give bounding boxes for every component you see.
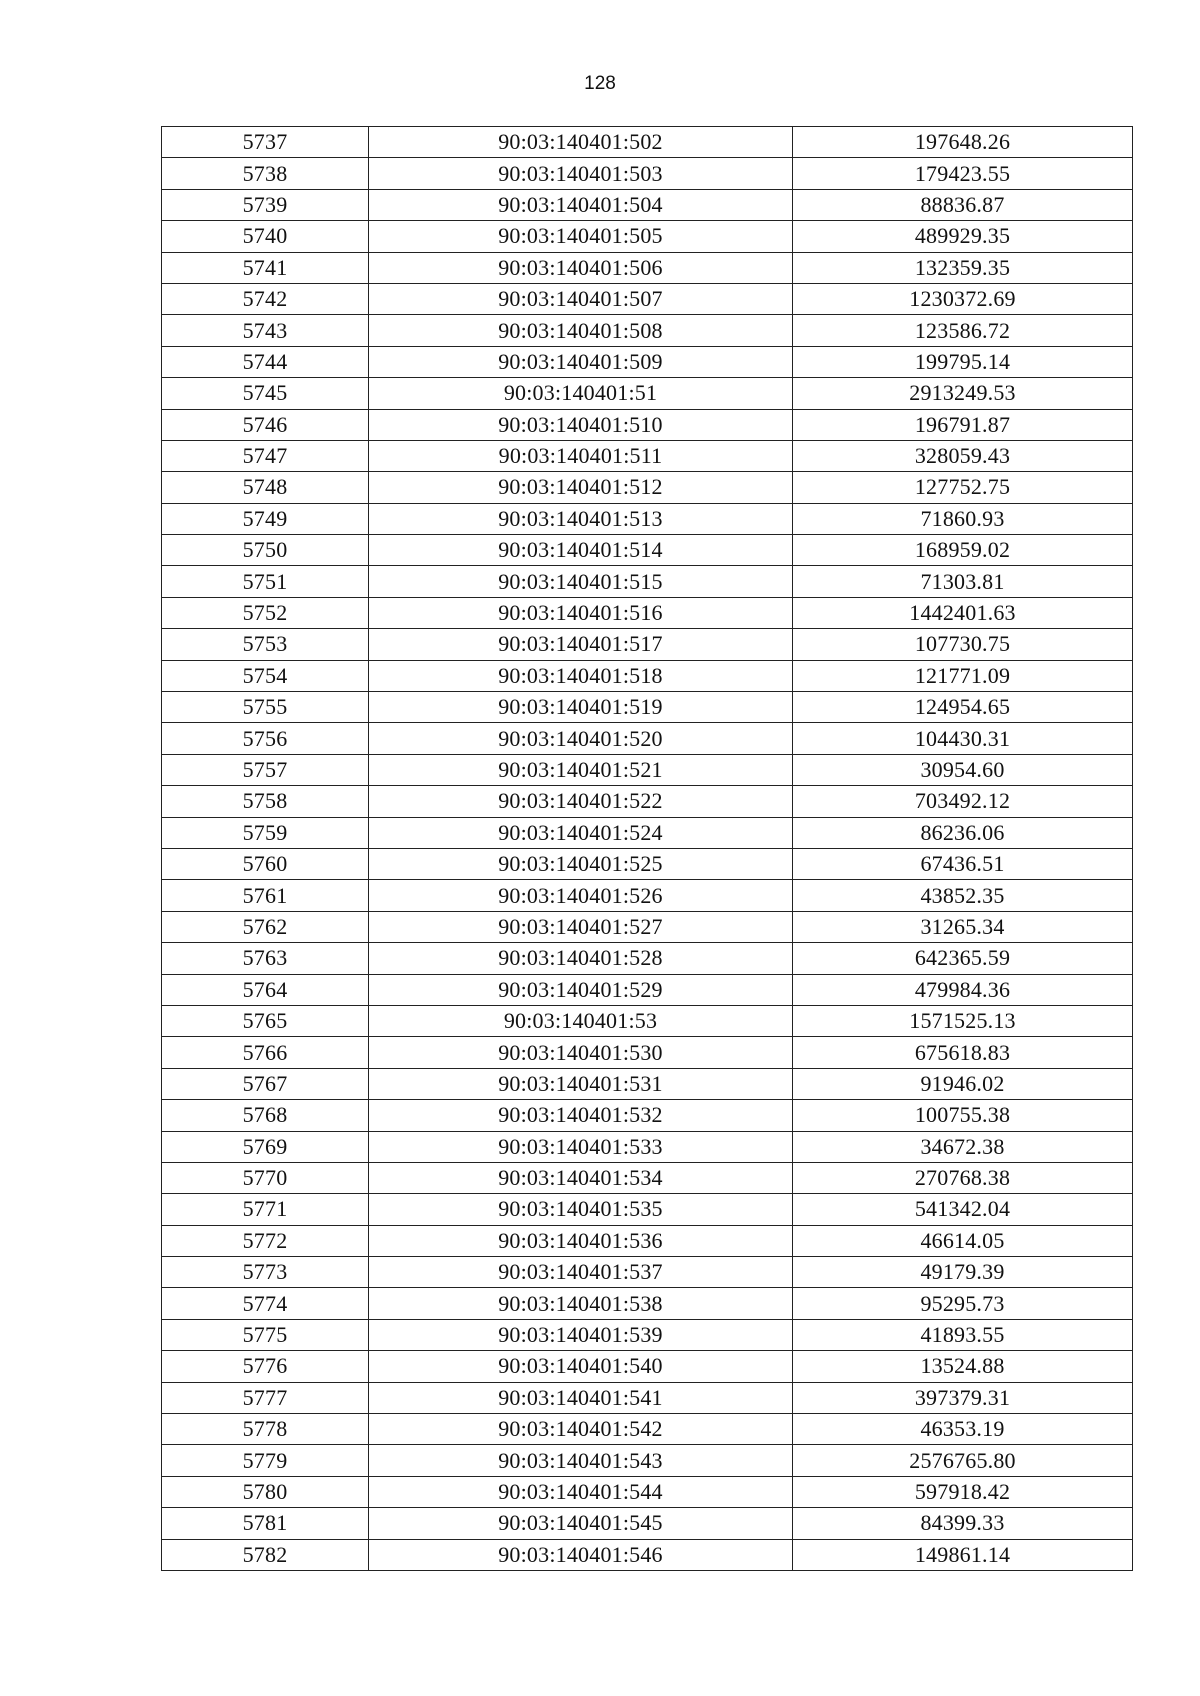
row-number-cell: 5772 (162, 1225, 369, 1256)
row-number-cell: 5748 (162, 472, 369, 503)
table-row (162, 1476, 1133, 1507)
table-row (162, 1351, 1133, 1382)
area-cell: 703492.12 (793, 786, 1133, 817)
table-row (162, 943, 1133, 974)
cadastral-number-cell: 90:03:140401:520 (369, 723, 793, 754)
cadastral-number-cell: 90:03:140401:535 (369, 1194, 793, 1225)
area-cell: 13524.88 (793, 1351, 1133, 1382)
area-cell: 196791.87 (793, 409, 1133, 440)
table-row (162, 409, 1133, 440)
row-number-cell: 5759 (162, 817, 369, 848)
row-number-cell: 5776 (162, 1351, 369, 1382)
row-number-cell: 5775 (162, 1319, 369, 1350)
row-number-cell: 5740 (162, 221, 369, 252)
table-row (162, 1319, 1133, 1350)
row-number-cell: 5767 (162, 1068, 369, 1099)
row-number-cell: 5770 (162, 1162, 369, 1193)
row-number-cell: 5760 (162, 848, 369, 879)
row-number-cell: 5741 (162, 252, 369, 283)
row-number-cell: 5779 (162, 1445, 369, 1476)
table-row (162, 911, 1133, 942)
area-cell: 104430.31 (793, 723, 1133, 754)
table-row (162, 1100, 1133, 1131)
row-number-cell: 5737 (162, 127, 369, 158)
area-cell: 1442401.63 (793, 597, 1133, 628)
row-number-cell: 5764 (162, 974, 369, 1005)
area-cell: 149861.14 (793, 1539, 1133, 1570)
table-row (162, 1508, 1133, 1539)
cadastral-number-cell: 90:03:140401:510 (369, 409, 793, 440)
table-row (162, 1162, 1133, 1193)
area-cell: 1230372.69 (793, 283, 1133, 314)
table-row (162, 189, 1133, 220)
area-cell: 127752.75 (793, 472, 1133, 503)
area-cell: 34672.38 (793, 1131, 1133, 1162)
area-cell: 2913249.53 (793, 378, 1133, 409)
area-cell: 132359.35 (793, 252, 1133, 283)
row-number-cell: 5782 (162, 1539, 369, 1570)
table-row (162, 1194, 1133, 1225)
cadastral-number-cell: 90:03:140401:507 (369, 283, 793, 314)
cadastral-number-cell: 90:03:140401:515 (369, 566, 793, 597)
row-number-cell: 5761 (162, 880, 369, 911)
area-cell: 31265.34 (793, 911, 1133, 942)
row-number-cell: 5755 (162, 692, 369, 723)
area-cell: 71303.81 (793, 566, 1133, 597)
area-cell: 41893.55 (793, 1319, 1133, 1350)
area-cell: 479984.36 (793, 974, 1133, 1005)
row-number-cell: 5774 (162, 1288, 369, 1319)
table-row (162, 1539, 1133, 1570)
cadastral-number-cell: 90:03:140401:532 (369, 1100, 793, 1131)
cadastral-number-cell: 90:03:140401:502 (369, 127, 793, 158)
cadastral-number-cell: 90:03:140401:525 (369, 848, 793, 879)
row-number-cell: 5771 (162, 1194, 369, 1225)
table-row (162, 1414, 1133, 1445)
table-row (162, 1225, 1133, 1256)
table-row (162, 221, 1133, 252)
area-cell: 121771.09 (793, 660, 1133, 691)
cadastral-number-cell: 90:03:140401:546 (369, 1539, 793, 1570)
table-row (162, 848, 1133, 879)
row-number-cell: 5751 (162, 566, 369, 597)
row-number-cell: 5739 (162, 189, 369, 220)
area-cell: 541342.04 (793, 1194, 1133, 1225)
table-row (162, 723, 1133, 754)
area-cell: 46614.05 (793, 1225, 1133, 1256)
cadastral-number-cell: 90:03:140401:538 (369, 1288, 793, 1319)
table-row (162, 1037, 1133, 1068)
table-row (162, 1382, 1133, 1413)
row-number-cell: 5777 (162, 1382, 369, 1413)
area-cell: 100755.38 (793, 1100, 1133, 1131)
row-number-cell: 5746 (162, 409, 369, 440)
cadastral-number-cell: 90:03:140401:530 (369, 1037, 793, 1068)
row-number-cell: 5750 (162, 535, 369, 566)
area-cell: 67436.51 (793, 848, 1133, 879)
area-cell: 270768.38 (793, 1162, 1133, 1193)
area-cell: 95295.73 (793, 1288, 1133, 1319)
parcel-table-body (162, 127, 1133, 1571)
cadastral-number-cell: 90:03:140401:545 (369, 1508, 793, 1539)
cadastral-number-cell: 90:03:140401:539 (369, 1319, 793, 1350)
table-row (162, 440, 1133, 471)
area-cell: 91946.02 (793, 1068, 1133, 1099)
area-cell: 199795.14 (793, 346, 1133, 377)
area-cell: 489929.35 (793, 221, 1133, 252)
row-number-cell: 5756 (162, 723, 369, 754)
cadastral-number-cell: 90:03:140401:526 (369, 880, 793, 911)
area-cell: 597918.42 (793, 1476, 1133, 1507)
cadastral-number-cell: 90:03:140401:522 (369, 786, 793, 817)
cadastral-number-cell: 90:03:140401:533 (369, 1131, 793, 1162)
parcel-table (161, 126, 1133, 1571)
table-row (162, 1068, 1133, 1099)
cadastral-number-cell: 90:03:140401:527 (369, 911, 793, 942)
table-row (162, 660, 1133, 691)
area-cell: 168959.02 (793, 535, 1133, 566)
row-number-cell: 5754 (162, 660, 369, 691)
area-cell: 86236.06 (793, 817, 1133, 848)
cadastral-number-cell: 90:03:140401:513 (369, 503, 793, 534)
area-cell: 675618.83 (793, 1037, 1133, 1068)
row-number-cell: 5768 (162, 1100, 369, 1131)
area-cell: 642365.59 (793, 943, 1133, 974)
cadastral-number-cell: 90:03:140401:508 (369, 315, 793, 346)
cadastral-number-cell: 90:03:140401:528 (369, 943, 793, 974)
cadastral-number-cell: 90:03:140401:531 (369, 1068, 793, 1099)
area-cell: 43852.35 (793, 880, 1133, 911)
table-row (162, 346, 1133, 377)
table-row (162, 1288, 1133, 1319)
area-cell: 88836.87 (793, 189, 1133, 220)
row-number-cell: 5743 (162, 315, 369, 346)
table-row (162, 817, 1133, 848)
row-number-cell: 5758 (162, 786, 369, 817)
area-cell: 30954.60 (793, 754, 1133, 785)
row-number-cell: 5738 (162, 158, 369, 189)
cadastral-number-cell: 90:03:140401:542 (369, 1414, 793, 1445)
table-row (162, 786, 1133, 817)
cadastral-number-cell: 90:03:140401:504 (369, 189, 793, 220)
row-number-cell: 5742 (162, 283, 369, 314)
row-number-cell: 5762 (162, 911, 369, 942)
row-number-cell: 5749 (162, 503, 369, 534)
table-row (162, 503, 1133, 534)
cadastral-number-cell: 90:03:140401:514 (369, 535, 793, 566)
cadastral-number-cell: 90:03:140401:506 (369, 252, 793, 283)
area-cell: 46353.19 (793, 1414, 1133, 1445)
cadastral-number-cell: 90:03:140401:529 (369, 974, 793, 1005)
cadastral-number-cell: 90:03:140401:516 (369, 597, 793, 628)
cadastral-number-cell: 90:03:140401:540 (369, 1351, 793, 1382)
cadastral-number-cell: 90:03:140401:534 (369, 1162, 793, 1193)
cadastral-number-cell: 90:03:140401:521 (369, 754, 793, 785)
table-row (162, 472, 1133, 503)
row-number-cell: 5766 (162, 1037, 369, 1068)
table-row (162, 974, 1133, 1005)
cadastral-number-cell: 90:03:140401:524 (369, 817, 793, 848)
cadastral-number-cell: 90:03:140401:512 (369, 472, 793, 503)
row-number-cell: 5753 (162, 629, 369, 660)
area-cell: 84399.33 (793, 1508, 1133, 1539)
area-cell: 2576765.80 (793, 1445, 1133, 1476)
cadastral-number-cell: 90:03:140401:536 (369, 1225, 793, 1256)
cadastral-number-cell: 90:03:140401:51 (369, 378, 793, 409)
cadastral-number-cell: 90:03:140401:53 (369, 1005, 793, 1036)
cadastral-number-cell: 90:03:140401:541 (369, 1382, 793, 1413)
cadastral-number-cell: 90:03:140401:503 (369, 158, 793, 189)
table-row (162, 1005, 1133, 1036)
table-row (162, 158, 1133, 189)
table-row (162, 597, 1133, 628)
cadastral-number-cell: 90:03:140401:505 (369, 221, 793, 252)
table-row (162, 692, 1133, 723)
row-number-cell: 5752 (162, 597, 369, 628)
area-cell: 397379.31 (793, 1382, 1133, 1413)
row-number-cell: 5763 (162, 943, 369, 974)
area-cell: 107730.75 (793, 629, 1133, 660)
table-row (162, 1445, 1133, 1476)
row-number-cell: 5769 (162, 1131, 369, 1162)
cadastral-number-cell: 90:03:140401:518 (369, 660, 793, 691)
area-cell: 328059.43 (793, 440, 1133, 471)
area-cell: 1571525.13 (793, 1005, 1133, 1036)
area-cell: 124954.65 (793, 692, 1133, 723)
area-cell: 197648.26 (793, 127, 1133, 158)
table-row (162, 1131, 1133, 1162)
cadastral-number-cell: 90:03:140401:544 (369, 1476, 793, 1507)
table-row (162, 283, 1133, 314)
row-number-cell: 5780 (162, 1476, 369, 1507)
row-number-cell: 5747 (162, 440, 369, 471)
table-row (162, 629, 1133, 660)
cadastral-number-cell: 90:03:140401:537 (369, 1257, 793, 1288)
row-number-cell: 5778 (162, 1414, 369, 1445)
cadastral-number-cell: 90:03:140401:511 (369, 440, 793, 471)
page-number: 128 (584, 73, 616, 94)
cadastral-number-cell: 90:03:140401:509 (369, 346, 793, 377)
row-number-cell: 5765 (162, 1005, 369, 1036)
cadastral-number-cell: 90:03:140401:519 (369, 692, 793, 723)
cadastral-number-cell: 90:03:140401:517 (369, 629, 793, 660)
cadastral-number-cell: 90:03:140401:543 (369, 1445, 793, 1476)
area-cell: 123586.72 (793, 315, 1133, 346)
table-row (162, 880, 1133, 911)
table-row (162, 535, 1133, 566)
table-row (162, 127, 1133, 158)
area-cell: 179423.55 (793, 158, 1133, 189)
area-cell: 49179.39 (793, 1257, 1133, 1288)
row-number-cell: 5745 (162, 378, 369, 409)
table-row (162, 1257, 1133, 1288)
table-row (162, 566, 1133, 597)
row-number-cell: 5757 (162, 754, 369, 785)
row-number-cell: 5781 (162, 1508, 369, 1539)
table-row (162, 754, 1133, 785)
table-row (162, 315, 1133, 346)
area-cell: 71860.93 (793, 503, 1133, 534)
row-number-cell: 5744 (162, 346, 369, 377)
table-row (162, 378, 1133, 409)
table-row (162, 252, 1133, 283)
row-number-cell: 5773 (162, 1257, 369, 1288)
